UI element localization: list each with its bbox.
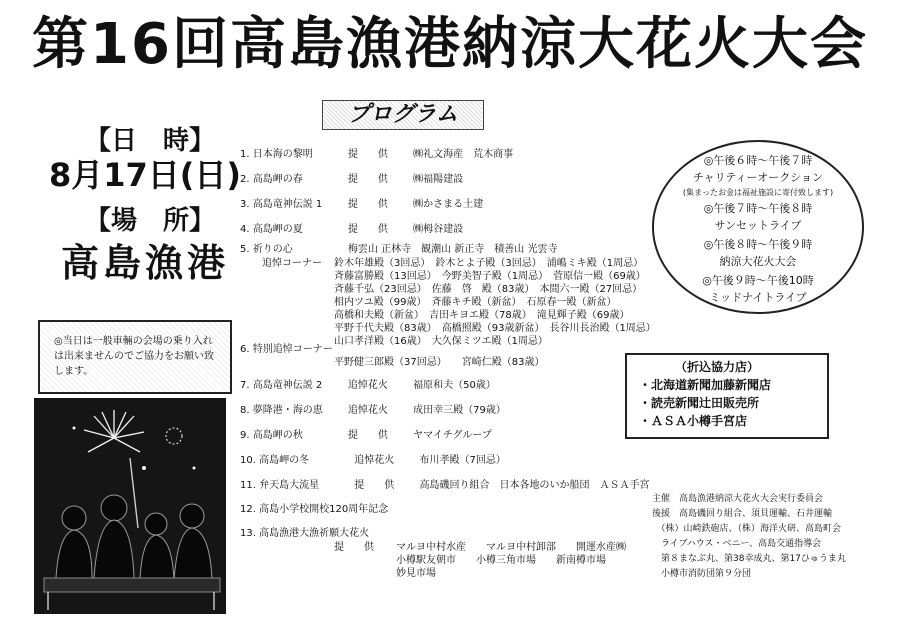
time-event: チャリティーオークション [692, 171, 824, 184]
program-item [240, 342, 333, 358]
program-kind: 提 供 [347, 430, 388, 441]
coop-store: ・ＡＳＡ小樽手宮店 [639, 414, 748, 428]
sponsor-line: （株）山崎鉄砲店、（株）海洋火研、高島町会 [652, 524, 842, 534]
memorial-name-row: 鈴木年雄殿（3回忌） 鈴木とよ子殿（3回忌） 浦嶋ミキ殿（1周忌） [334, 258, 644, 269]
program-item [240, 197, 483, 213]
program-sponsor: ヤマイチグループ [413, 430, 492, 441]
program-no: 1. [240, 149, 250, 160]
program-no: 5. [240, 244, 250, 255]
program-kind: 提 供 [334, 542, 374, 553]
program-name: 高島岬の夏 [252, 224, 303, 235]
program-sponsor: 高島磯回り組合 日本各地のいか船団 ＡＳＡ手宮 [419, 480, 650, 491]
program-no: 10. [240, 455, 256, 466]
sponsor-row: 妙見市場 [396, 568, 436, 579]
program-name: 特別追悼コーナー [252, 344, 333, 355]
memorial-name-row: 相内ツユ殿（99歳） 斉藤キチ殿（新盆） 石原春一殿（新盆） [334, 297, 617, 308]
program-no: 6. [240, 344, 250, 355]
cooperating-stores [625, 353, 829, 439]
fireworks-silhouette-icon [34, 398, 226, 614]
sponsor-row: マルヨ中村水産 マルヨ中村卸部 開運水産㈱ [396, 542, 626, 553]
program-kind: 追悼花火 [354, 455, 395, 466]
memorial-name-row: 斉藤千弘（23回忌） 佐藤 啓 殿（83歳） 本間六一殿（27回忌） [334, 284, 643, 295]
program-name: 弁天島大流星 [259, 480, 320, 491]
fireworks-illustration [34, 398, 226, 614]
program-no: 8. [240, 405, 250, 416]
program-item [240, 222, 463, 238]
program-kind: 提 供 [347, 199, 388, 210]
place-value: 高島漁港 [60, 241, 229, 285]
program-kind: 提 供 [347, 174, 388, 185]
program-name: 高島漁港大漁祈願大花火 [259, 528, 370, 539]
sponsor-line: 第８まなぶ丸、第38幸成丸、第17ひゅうま丸 [652, 554, 846, 564]
sponsor-line: 小樽市消防団第９分団 [652, 569, 752, 579]
program-name: 日本海の黎明 [252, 149, 313, 160]
program-item [240, 378, 496, 394]
program-sponsor: 成田幸三殿（79歳） [413, 405, 506, 416]
page-title: 第16回高島漁港納涼大花火大会 [32, 12, 868, 77]
memorial-corner-label: 追悼コーナー [262, 258, 322, 269]
program-sponsor: ㈱福陽建設 [413, 174, 464, 185]
program-no: 13. [240, 528, 256, 539]
time-slot: ◎午後６時～午後７時 [703, 154, 813, 167]
program-kind: 追悼花火 [347, 405, 388, 416]
coop-store: ・北海道新聞加藤新聞店 [639, 378, 772, 392]
program-name: 高島岬の春 [252, 174, 303, 185]
sponsor-line: 後援 高島磯回り組合、須貝運輸、石井運輸 [652, 509, 833, 519]
sponsor-row: 小樽駅友朝市 小樽三角市場 新南樽市場 [396, 555, 606, 566]
date-label: 【日 時】 [84, 126, 215, 156]
program-name: 高島竜神伝説 2 [252, 380, 323, 391]
organizer-line: 主催 高島漁港納涼大花火大会実行委員会 [652, 494, 824, 504]
program-no: 9. [240, 430, 250, 441]
time-slot: ◎午後８時～午後９時 [703, 238, 813, 251]
program-kind: 提 供 [347, 224, 388, 235]
program-name: 夢降港・海の恵 [252, 405, 323, 416]
program-item [240, 453, 506, 469]
notice-box [38, 320, 232, 394]
program-no: 2. [240, 174, 250, 185]
program-no: 11. [240, 480, 256, 491]
program-no: 7. [240, 380, 250, 391]
program-name: 高島竜神伝説 1 [252, 199, 323, 210]
program-sponsor: ㈱かさまる土建 [413, 199, 484, 210]
time-event: 納涼大花火大会 [719, 255, 797, 268]
memorial-name-row: 斉藤富勝殿（13回忌） 今野美智子殿（1周忌） 菅原信一殿（69歳） [334, 271, 646, 282]
memorial-name-row: 高橋和夫殿（新盆） 吉田キヨエ殿（78歳） 滝見輝子殿（69歳） [334, 310, 630, 321]
program-no: 3. [240, 199, 250, 210]
program-kind: 提 供 [354, 480, 395, 491]
program-sponsor: ㈱礼文海産 荒木商事 [413, 149, 514, 160]
temple-names: 梅雲山 正林寺 観潮山 新正寺 積善山 光雲寺 [347, 244, 558, 255]
program-item [240, 147, 513, 163]
program-kind: 追悼花火 [347, 380, 388, 391]
time-schedule [652, 140, 864, 314]
coop-store: ・読売新聞辻田販売所 [639, 396, 760, 410]
program-sponsor: 福原和夫（50歳） [413, 380, 496, 391]
date-value: 8月17日(日) [48, 156, 242, 194]
sponsor-line: ライブハウス・ベニー、高島交通指導会 [652, 539, 822, 549]
program-item [240, 478, 649, 494]
time-event: ミッドナイトライブ [709, 291, 807, 304]
program-item [240, 428, 492, 444]
time-note: (集まったお金は福祉施設に寄付致します) [682, 188, 834, 197]
program-no: 4. [240, 224, 250, 235]
time-event: サンセットライブ [714, 219, 802, 232]
program-name: 高島岬の冬 [259, 455, 310, 466]
program-name: 祈りの心 [252, 244, 293, 255]
program-item [240, 502, 388, 518]
program-name: 高島岬の秋 [252, 430, 303, 441]
program-name: 高島小学校開校120周年記念 [259, 504, 389, 515]
program-sponsor: ㈱栂谷建設 [413, 224, 464, 235]
coop-title: （折込協力店） [675, 360, 760, 374]
memorial-name-row: 平野千代夫殿（83歳） 高橋照殿（93歳新盆） 長谷川長治殿（1周忌） [334, 323, 656, 334]
time-slot: ◎午後９時～午後10時 [702, 274, 814, 287]
time-slot: ◎午後７時～午後８時 [703, 202, 813, 215]
program-label: プログラム [322, 100, 484, 130]
special-memorial-names: 平野健三郎殿（37回忌） 宮崎仁殿（83歳） [334, 357, 545, 368]
memorial-name-row: 山口孝洋殿（16歳） 大久保ミツエ殿（1周忌） [334, 336, 548, 347]
program-sponsor: 布川孝殿（7回忌） [419, 455, 506, 466]
program-no: 12. [240, 504, 256, 515]
program-item [240, 172, 463, 188]
place-label: 【場 所】 [84, 206, 215, 236]
program-kind: 提 供 [347, 149, 388, 160]
program-item [240, 403, 506, 419]
notice-text: ◎当日は一般車輛の会場の乗り入れは出来ませんのでご協力をお願い致します。 [54, 336, 214, 377]
